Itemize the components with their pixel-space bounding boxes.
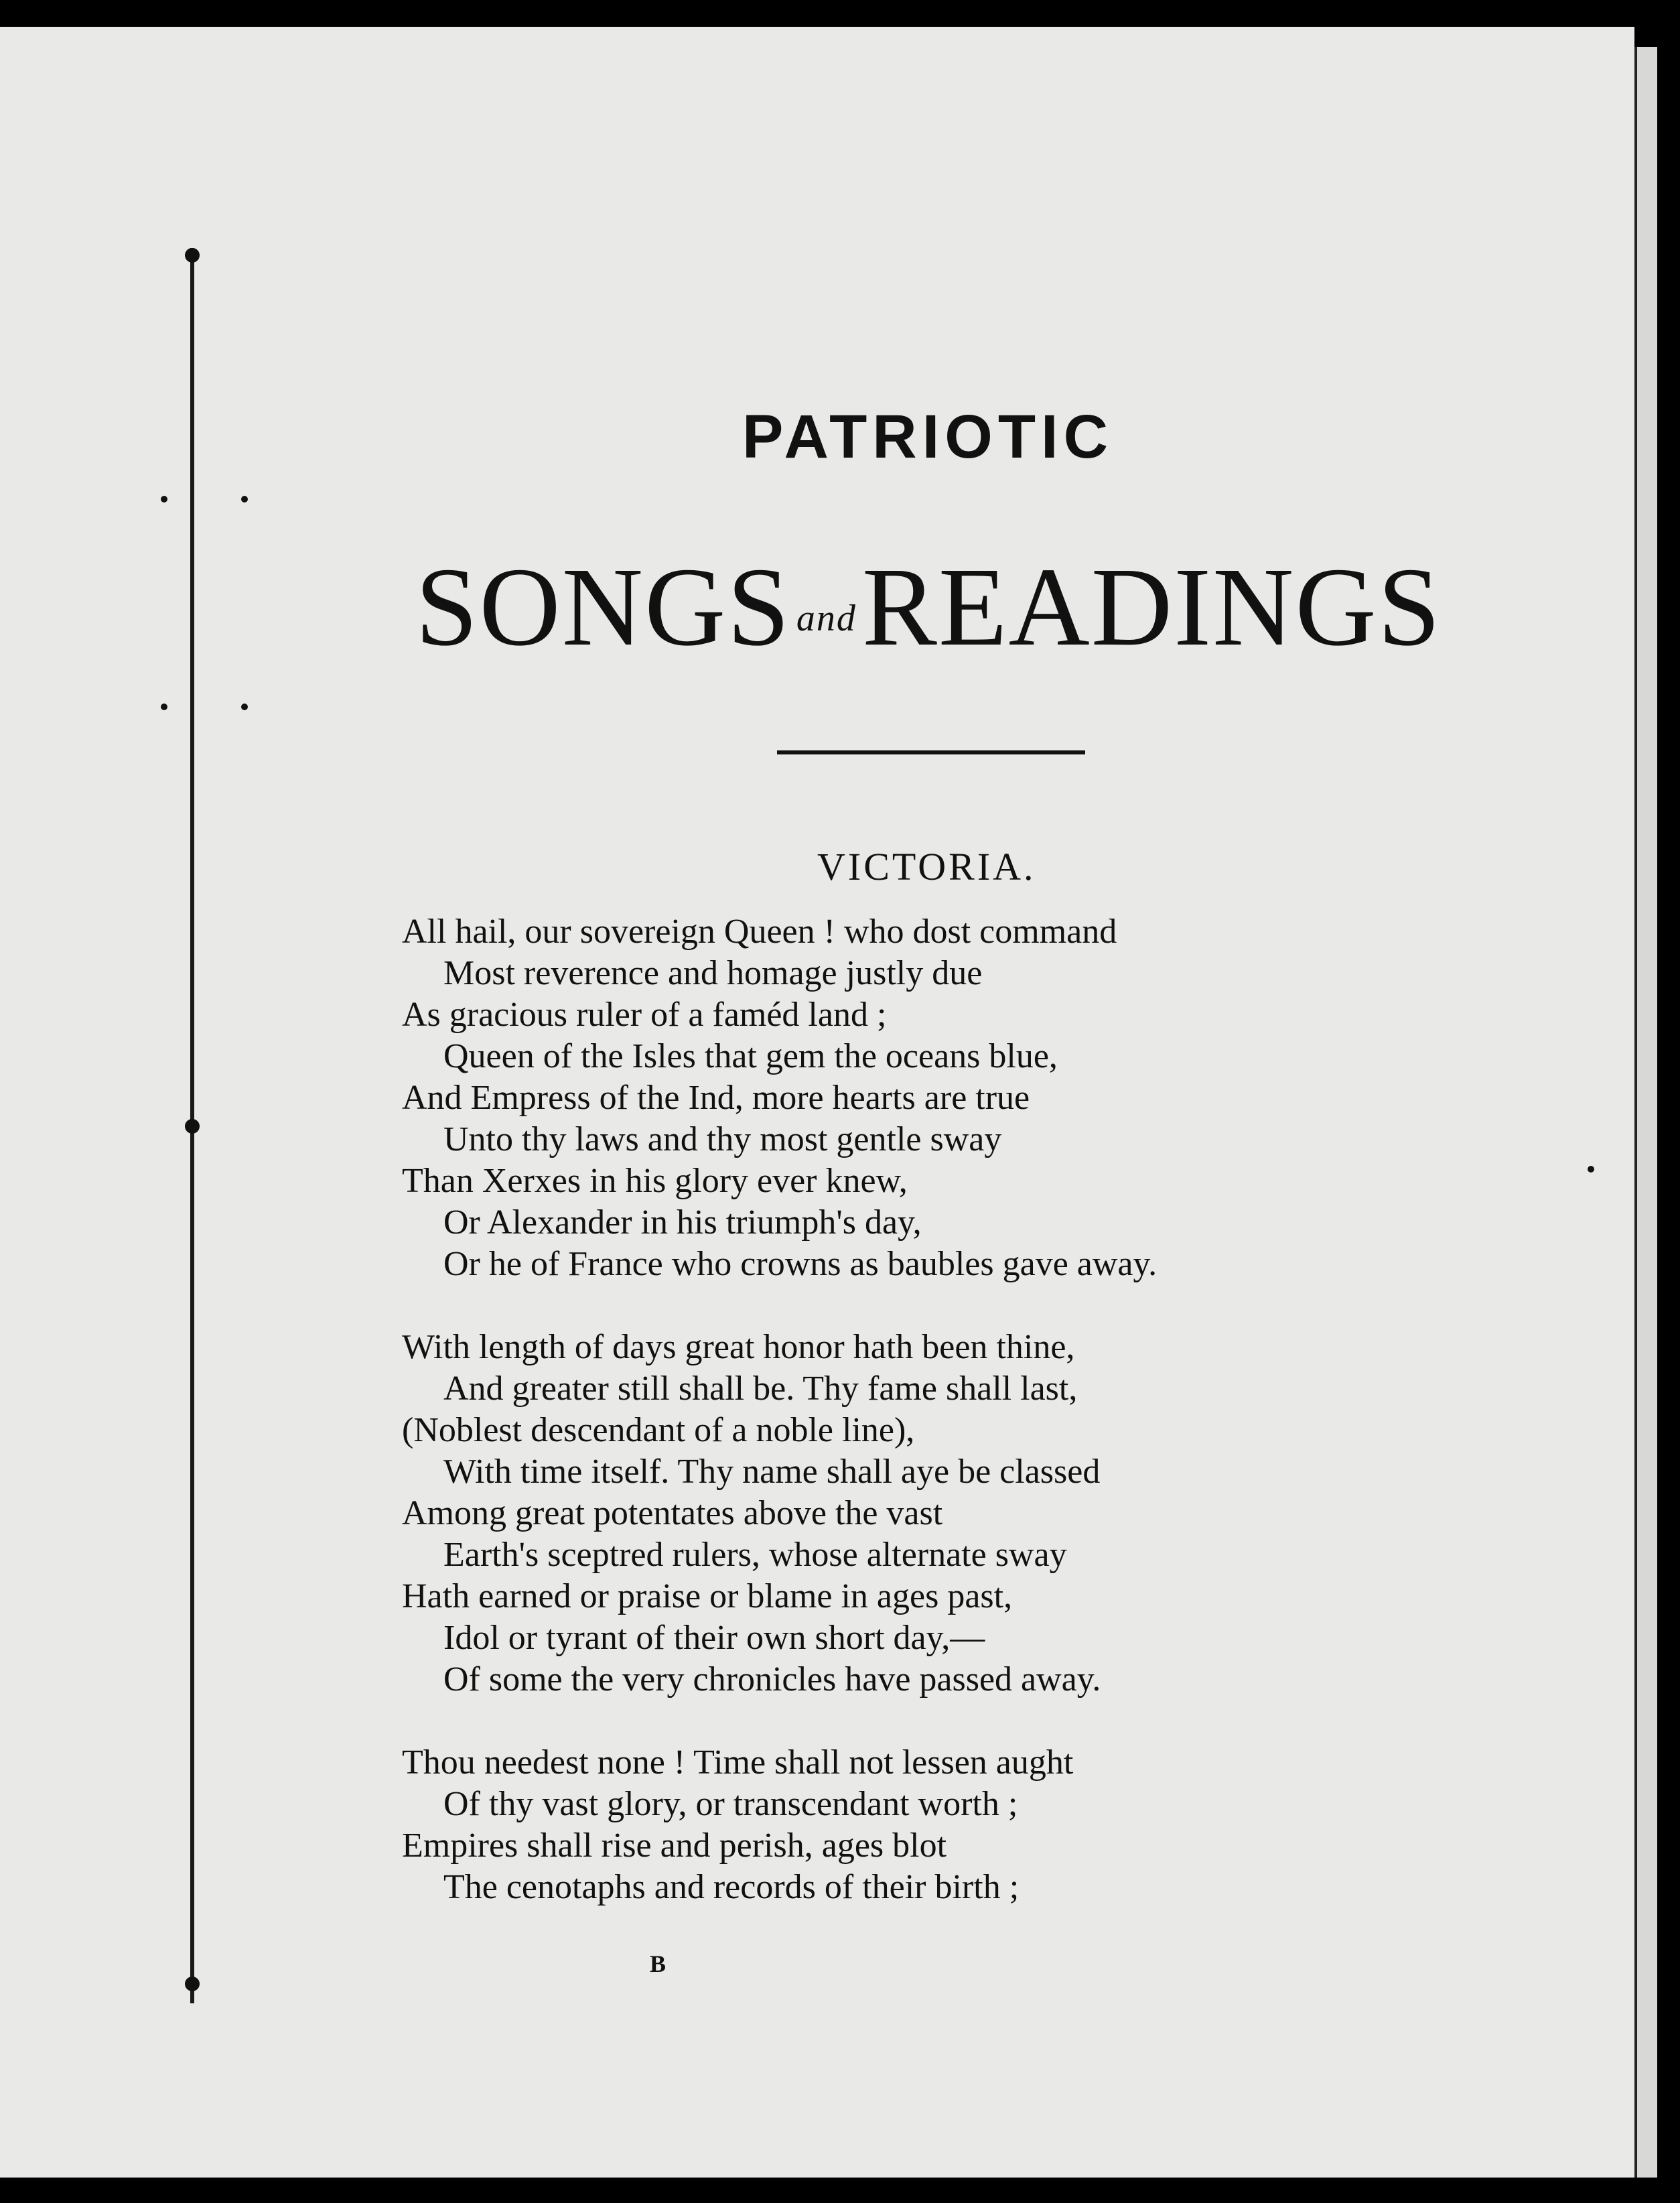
poem-line: Thou needest none ! Time shall not lessen aught — [402, 1743, 1074, 1782]
poem-line: All hail, our sovereign Queen ! who dost command — [402, 913, 1117, 951]
heading-songs-readings — [0, 543, 1527, 672]
ink-speck — [241, 704, 248, 710]
poem-line: Earth's sceptred rulers, whose alternate sway — [443, 1536, 1067, 1574]
heading-readings: READINGS — [861, 545, 1442, 669]
poem-line: Or Alexander in his triumph's day, — [443, 1203, 922, 1242]
ink-speck — [241, 496, 248, 503]
poem-title: VICTORIA. — [817, 845, 1036, 888]
ink-speck — [1588, 1166, 1594, 1173]
poem-line: Most reverence and homage justly due — [443, 954, 983, 992]
ink-speck — [161, 496, 167, 503]
signature-mark: B — [650, 1950, 667, 1977]
poem-line: (Noblest descendant of a noble line), — [402, 1411, 915, 1449]
page-edge — [1634, 47, 1657, 2178]
poem-line: Empires shall rise and perish, ages blot — [402, 1826, 947, 1865]
stanza-3 — [402, 1742, 1581, 1908]
poem-line: With time itself. Thy name shall aye be classed — [443, 1453, 1101, 1491]
binding-thread — [181, 248, 204, 2003]
poem-line: Of thy vast glory, or transcendant worth ; — [443, 1785, 1018, 1823]
stanza-1 — [402, 911, 1581, 1285]
poem-line: As gracious ruler of a faméd land ; — [402, 996, 887, 1034]
poem-line: Queen of the Isles that gem the oceans blue, — [443, 1037, 1058, 1075]
poem-body — [402, 911, 1581, 1950]
poem-line: The cenotaphs and records of their birth ; — [443, 1868, 1020, 1906]
poem-line: Unto thy laws and thy most gentle sway — [443, 1120, 1002, 1158]
title-rule — [777, 750, 1085, 754]
heading-connector: and — [796, 598, 857, 640]
poem-line: With length of days great honor hath been thine, — [402, 1328, 1075, 1366]
poem-line: Or he of France who crowns as baubles gave away. — [443, 1245, 1158, 1283]
poem-line: And greater still shall be. Thy fame shall last, — [443, 1370, 1078, 1408]
heading-patriotic: PATRIOTIC — [742, 403, 1114, 471]
poem-line: Of some the very chronicles have passed away. — [443, 1660, 1101, 1698]
book-page — [0, 27, 1634, 2178]
stanza-2 — [402, 1327, 1581, 1700]
poem-line: Hath earned or praise or blame in ages past, — [402, 1577, 1013, 1615]
poem-line: Idol or tyrant of their own short day,— — [443, 1619, 985, 1657]
poem-line: Among great potentates above the vast — [402, 1494, 943, 1532]
ink-speck — [161, 704, 167, 710]
poem-line: And Empress of the Ind, more hearts are true — [402, 1079, 1030, 1117]
heading-songs: SONGS — [415, 545, 791, 669]
poem-line: Than Xerxes in his glory ever knew, — [402, 1162, 908, 1200]
